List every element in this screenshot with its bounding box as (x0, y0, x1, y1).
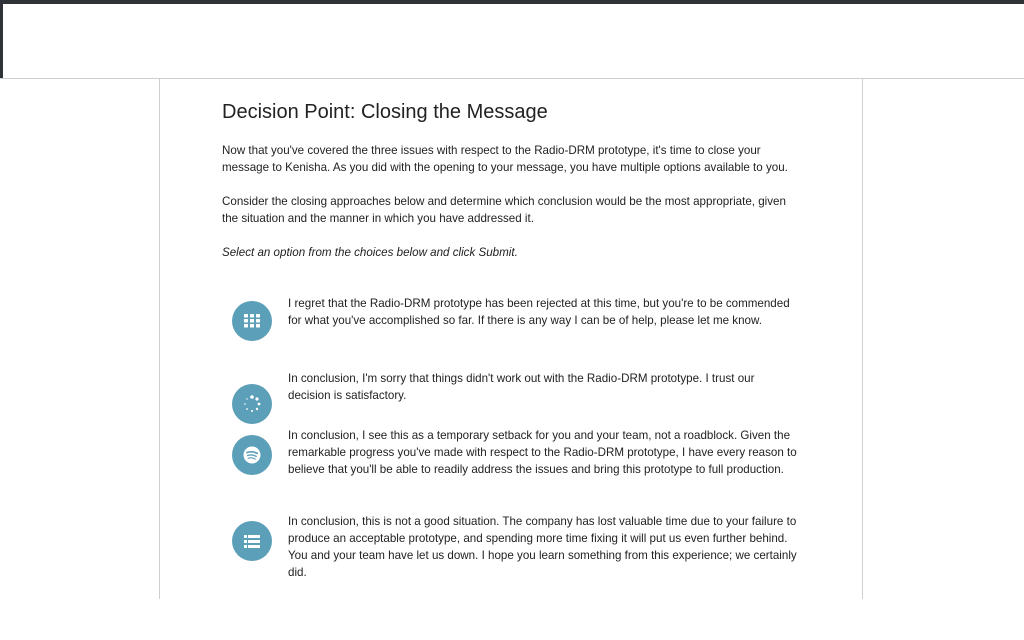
loading-dots-icon[interactable] (232, 384, 272, 424)
option-3-text[interactable]: In conclusion, I see this as a temporary setback for you and your team, not a roadblock. Given the remarkable progress you've made with respect to the Radio-DRM prototype, I have every reason to believe that you'll be able to readily address the issues and bring this prototype to full production. (288, 429, 797, 476)
intro-paragraph: Now that you've covered the three issues with respect to the Radio-DRM prototype, it's time to close your message to Kenisha. As you did with the opening to your message, you have multiple options available to you. (222, 144, 788, 174)
content-panel (159, 79, 863, 599)
page-title: Decision Point: Closing the Message (222, 101, 548, 123)
option-4-text[interactable]: In conclusion, this is not a good situation. The company has lost valuable time due to your failure to produce an acceptable prototype, and spending more time fixing it will put us even further behind. You and your team have let us down. I hope you learn something from this experience; we certainly did. (288, 515, 797, 579)
intro-section (222, 99, 796, 261)
grid-icon[interactable] (232, 301, 272, 341)
option-1-text[interactable]: I regret that the Radio-DRM prototype has been rejected at this time, but you're to be commended for what you've accomplished so far. If there is any way I can be of help, please let me know. (288, 297, 790, 327)
option-2-text[interactable]: In conclusion, I'm sorry that things didn't work out with the Radio-DRM prototype. I trust our decision is satisfactory. (288, 372, 755, 402)
page-header (0, 4, 1024, 79)
spotify-icon[interactable] (232, 435, 272, 475)
header-left-edge (0, 4, 3, 78)
instructions-paragraph: Consider the closing approaches below and determine which conclusion would be the most appropriate, given the situation and the manner in which you have addressed it. (222, 195, 786, 225)
list-icon[interactable] (232, 521, 272, 561)
selection-instruction: Select an option from the choices below and click Submit. (222, 246, 518, 259)
